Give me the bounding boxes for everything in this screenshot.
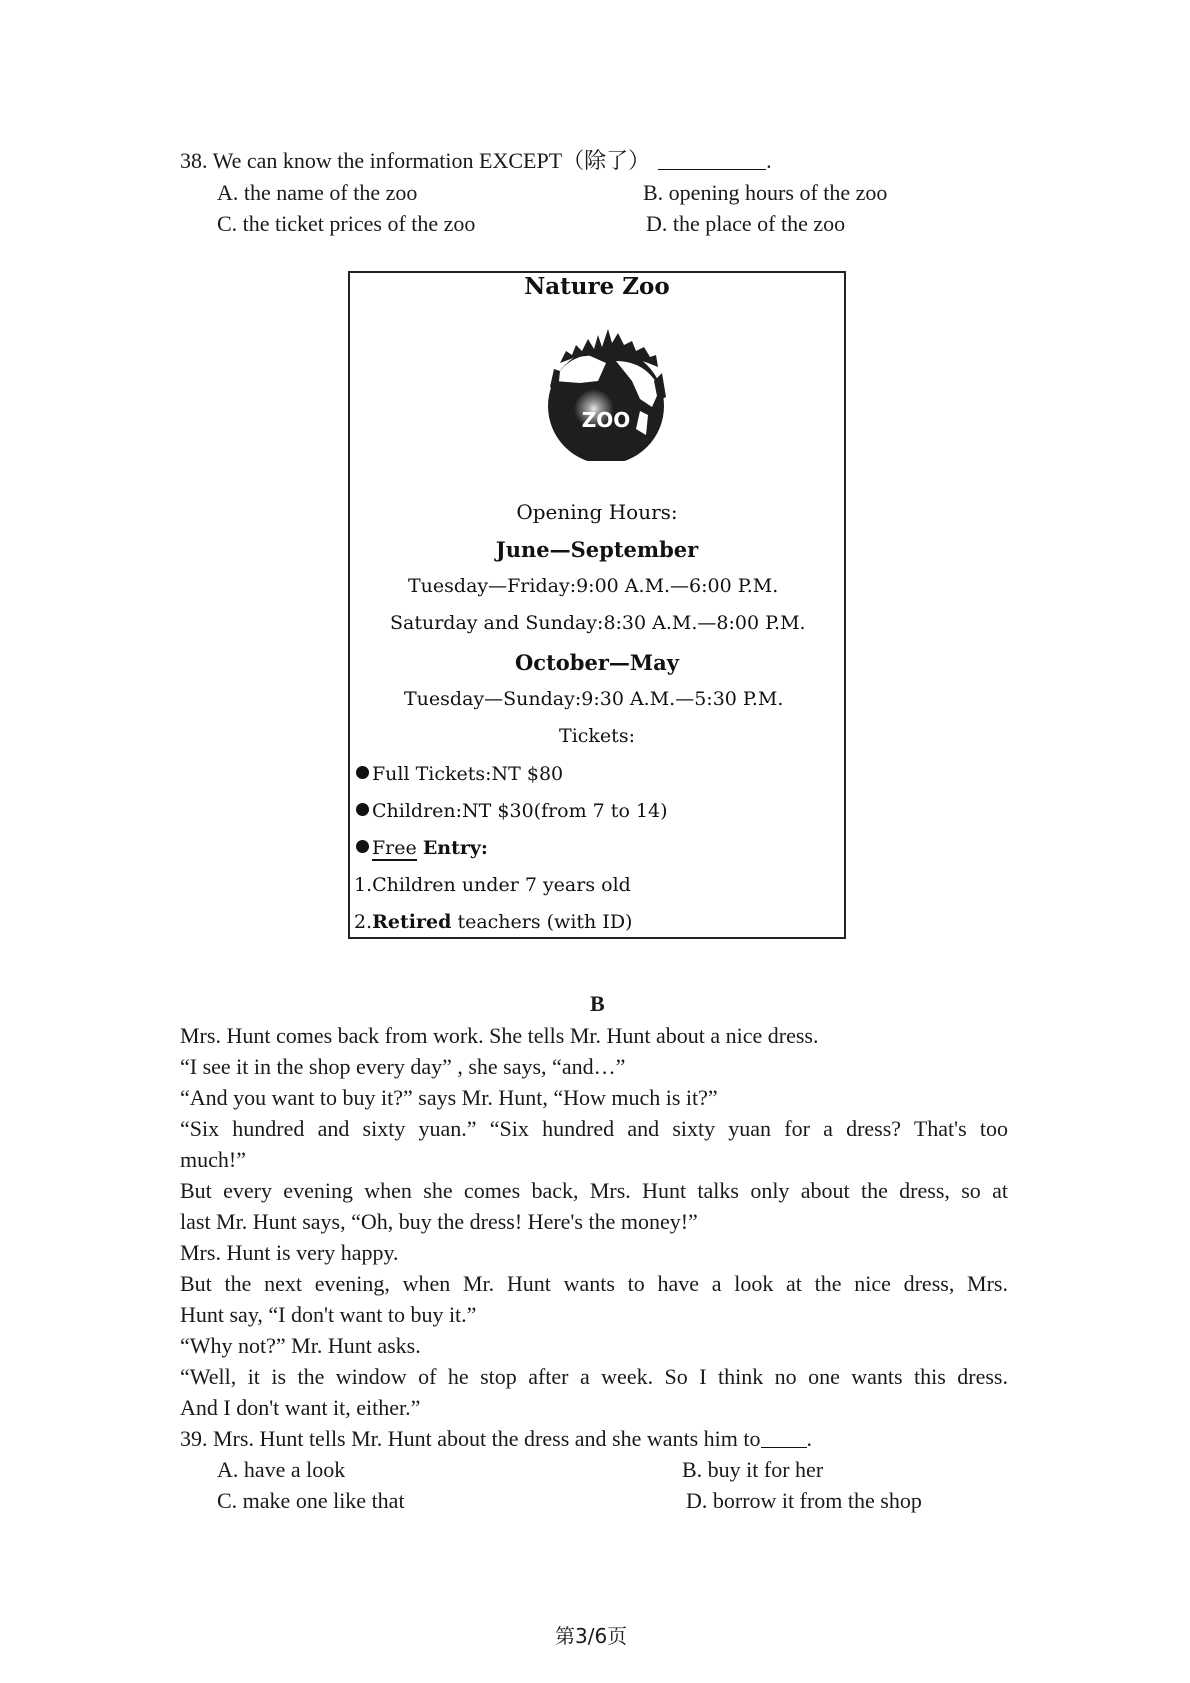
free2-rest: teachers (with ID): [451, 911, 633, 933]
free-retired-teachers: [354, 911, 632, 933]
q39-stem-text: 39. Mrs. Hunt tells Mr. Hunt about the dress and she wants him to: [180, 1426, 761, 1451]
ticket-children-text: Children:NT $30(from 7 to 14): [372, 800, 668, 822]
passage-line: “Well, it is the window of he stop after a week. So I think no one wants this dress.: [180, 1364, 1008, 1389]
q38-option-d[interactable]: D. the place of the zoo: [646, 211, 846, 236]
q39-option-d[interactable]: D. borrow it from the shop: [686, 1488, 922, 1513]
q39-option-b[interactable]: B. buy it for her: [682, 1457, 824, 1482]
passage-line: much!”: [180, 1147, 246, 1172]
ticket-full: [356, 763, 563, 785]
free-word: Free: [372, 837, 417, 859]
page-number: 第3/6页: [555, 1624, 628, 1648]
passage-line: “Why not?” Mr. Hunt asks.: [180, 1333, 421, 1358]
passage-line: Mrs. Hunt comes back from work. She tells Mr. Hunt about a nice dress.: [180, 1023, 819, 1048]
ticket-full-text: Full Tickets:NT $80: [372, 763, 564, 785]
q38-option-c[interactable]: C. the ticket prices of the zoo: [217, 211, 476, 236]
passage-line: “And you want to buy it?” says Mr. Hunt, “How much is it?”: [180, 1085, 718, 1110]
season-october-may: October—May: [515, 650, 679, 675]
passage-line: But every evening when she comes back, Mrs. Hunt talks only about the dress, so at: [180, 1178, 1008, 1203]
q38-stem: [180, 147, 772, 175]
bullet-icon: [356, 840, 369, 853]
q39-option-c[interactable]: C. make one like that: [217, 1488, 405, 1513]
q38-stem-end: .: [766, 148, 772, 173]
zoo-logo: [536, 311, 676, 461]
passage-line: And I don't want it, either.”: [180, 1395, 421, 1420]
season-june-september: June—September: [495, 537, 699, 562]
section-b-heading: B: [590, 991, 605, 1016]
q39-answer-blank[interactable]: [761, 1447, 807, 1448]
free2-bold: Retired: [372, 911, 452, 933]
passage-line: last Mr. Hunt says, “Oh, buy the dress! Here's the money!”: [180, 1209, 698, 1234]
zoo-notice: [348, 271, 846, 939]
q38-option-b[interactable]: B. opening hours of the zoo: [643, 180, 888, 205]
logo-text: ZOO: [581, 408, 631, 432]
notice-title: Nature Zoo: [524, 273, 670, 300]
bullet-icon: [356, 766, 369, 779]
passage-line: “I see it in the shop every day” , she says, “and…”: [180, 1054, 626, 1079]
hours-tue-sun: Tuesday—Sunday:9:30 A.M.—5:30 P.M.: [404, 688, 784, 710]
free-children-under-7: 1.Children under 7 years old: [354, 874, 631, 896]
q38-answer-blank[interactable]: [658, 169, 766, 170]
q38-stem-text: 38. We can know the information EXCEPT（除了）: [180, 148, 651, 173]
hours-tue-fri: Tuesday—Friday:9:00 A.M.—6:00 P.M.: [408, 575, 779, 597]
ticket-children: [356, 800, 668, 822]
tickets-heading: Tickets:: [559, 725, 635, 747]
bullet-icon: [356, 803, 369, 816]
free-entry: [356, 837, 488, 859]
passage-line: “Six hundred and sixty yuan.” “Six hundred and sixty yuan for a dress? That's too: [180, 1116, 1008, 1141]
q39-stem: [180, 1423, 812, 1454]
q39-stem-end: .: [806, 1426, 813, 1451]
opening-hours-heading: Opening Hours:: [516, 500, 678, 524]
passage-line: Mrs. Hunt is very happy.: [180, 1240, 399, 1265]
hours-sat-sun: Saturday and Sunday:8:30 A.M.—8:00 P.M.: [390, 612, 806, 634]
passage-line: Hunt say, “I don't want to buy it.”: [180, 1302, 477, 1327]
q39-option-a[interactable]: A. have a look: [217, 1457, 346, 1482]
entry-word: Entry:: [422, 837, 488, 859]
passage-line: But the next evening, when Mr. Hunt wants to have a look at the nice dress, Mrs.: [180, 1271, 1008, 1296]
free2-num: 2.: [354, 911, 373, 933]
q38-option-a[interactable]: A. the name of the zoo: [217, 180, 418, 205]
globe-animals-icon: [536, 311, 676, 461]
